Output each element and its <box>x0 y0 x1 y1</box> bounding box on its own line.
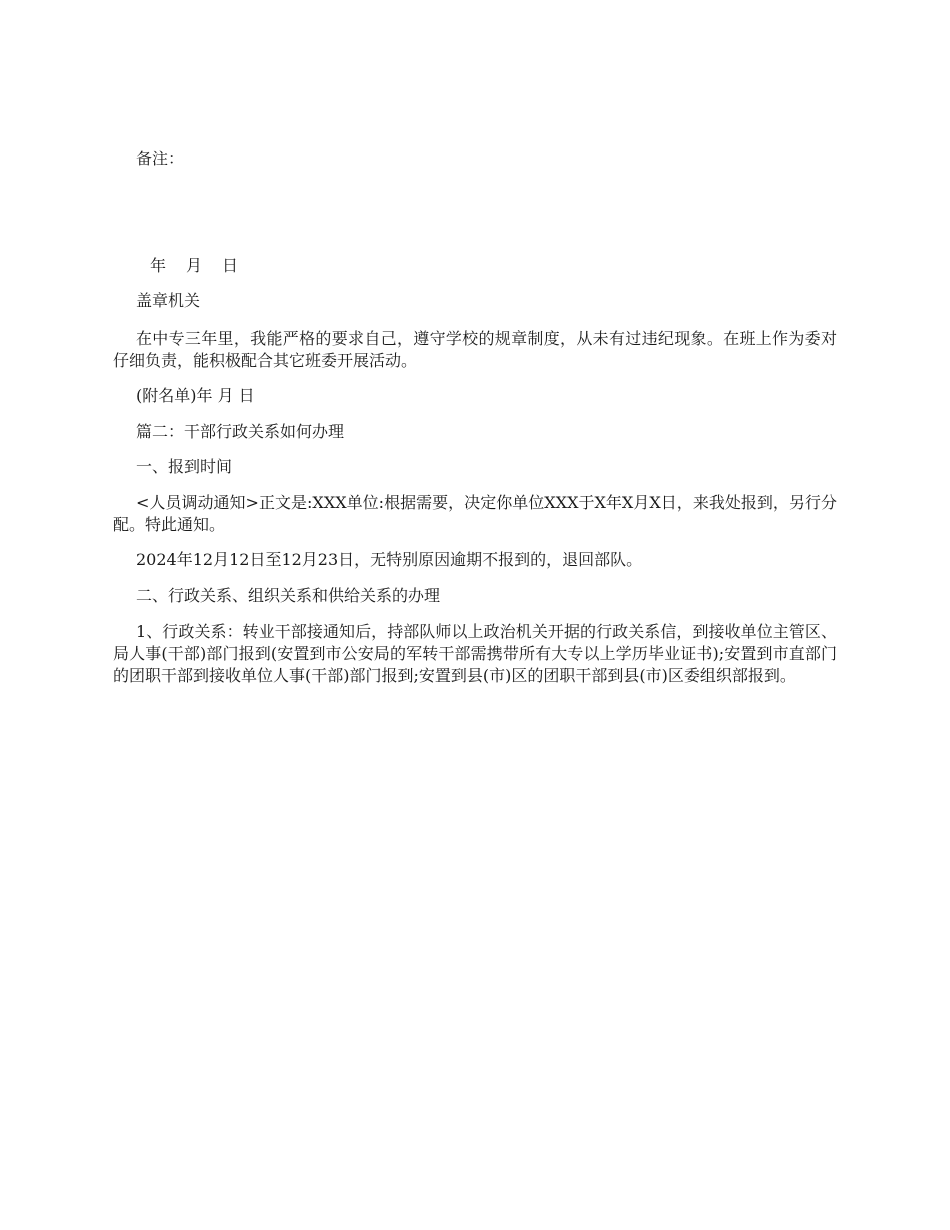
date-year: 年 <box>150 256 167 275</box>
notice-paragraph: <人员调动通知>正文是:XXX单位:根据需要，决定你单位XXX于X年X月X日，来我处报到，另行分配。特此通知。 <box>113 493 837 534</box>
attachment-date: (附名单)年 月 日 <box>136 386 255 405</box>
self-evaluation-paragraph: 在中专三年里，我能严格的要求自己，遵守学校的规章制度，从未有过违纪现象。在班上作为委对仔细负责，能积极配合其它班委开展活动。 <box>113 329 837 370</box>
date-line <box>150 255 238 277</box>
date-day: 日 <box>222 256 239 275</box>
date-month: 月 <box>186 256 203 275</box>
chapter-title: 篇二：干部行政关系如何办理 <box>136 422 345 441</box>
deadline-paragraph: 2024年12月12日至12月23日，无特别原因逾期不报到的，退回部队。 <box>136 550 643 569</box>
item1-paragraph: 1、行政关系：转业干部接通知后，持部队师以上政治机关开据的行政关系信，到接收单位主管区、局人事(干部)部门报到(安置到市公安局的军转干部需携带所有大专以上学历毕业证书);安置到市直部门的团职干部到接收单位人事(干部)部门报到;安置到县(市)区的团职干部到县(市)区委组织部报到。 <box>113 622 837 685</box>
section2-title: 二、行政关系、组织关系和供给关系的办理 <box>136 586 441 605</box>
seal-authority: 盖章机关 <box>136 291 201 310</box>
section1-title: 一、报到时间 <box>136 457 233 476</box>
remark-label: 备注： <box>136 149 185 168</box>
